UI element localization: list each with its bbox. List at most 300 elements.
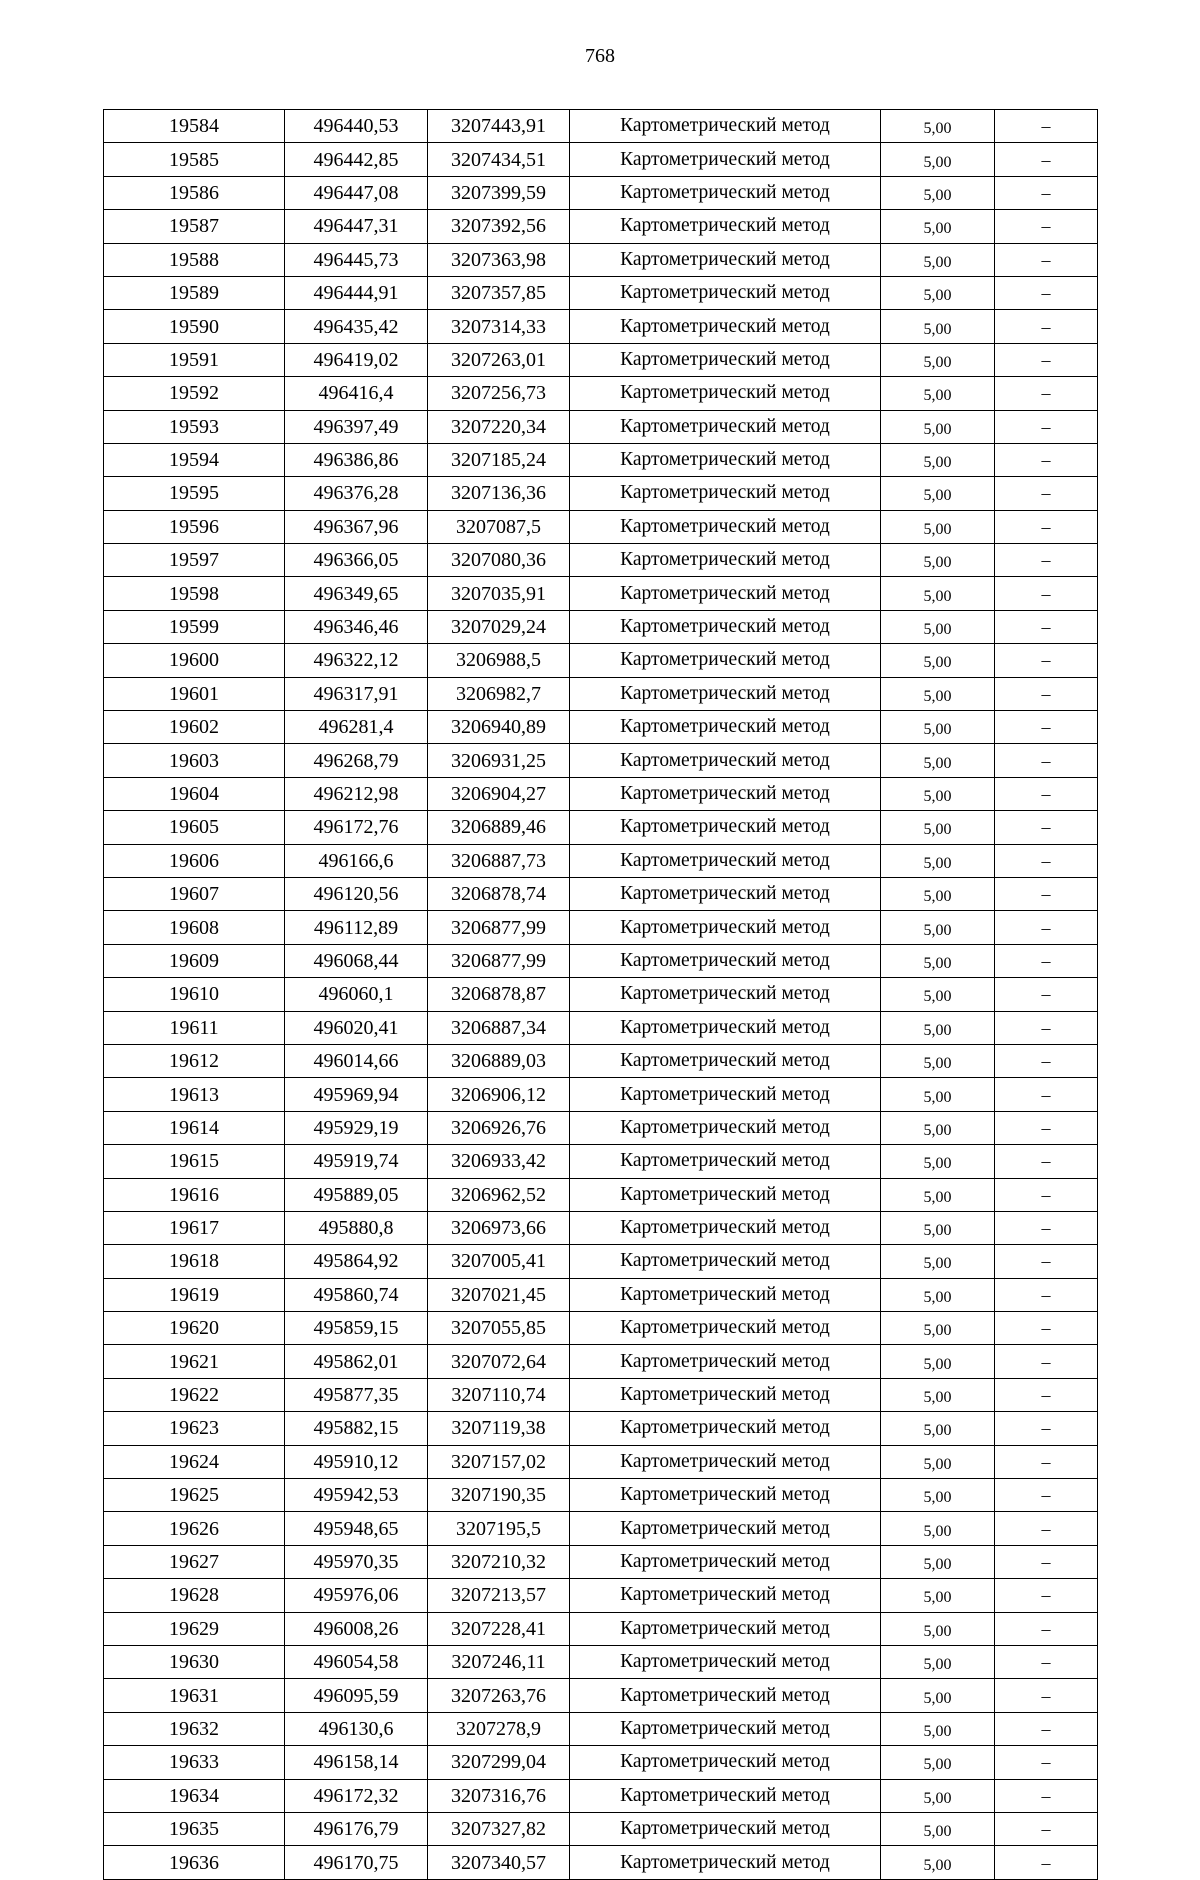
note-cell: – — [995, 1044, 1098, 1077]
error-cell: 5,00 — [881, 276, 995, 309]
table-row — [104, 1278, 1098, 1311]
method-cell: Картометрический метод — [570, 978, 881, 1011]
x-coordinate-cell: 495889,05 — [285, 1178, 428, 1211]
note-cell: – — [995, 1211, 1098, 1244]
point-number-cell: 19589 — [104, 276, 285, 309]
y-coordinate-cell: 3207072,64 — [428, 1345, 570, 1378]
note-cell: – — [995, 1412, 1098, 1445]
note-cell: – — [995, 1278, 1098, 1311]
note-cell: – — [995, 1178, 1098, 1211]
error-cell: 5,00 — [881, 343, 995, 376]
table-row — [104, 978, 1098, 1011]
table-row — [104, 110, 1098, 143]
error-cell: 5,00 — [881, 443, 995, 476]
x-coordinate-cell: 496158,14 — [285, 1746, 428, 1779]
y-coordinate-cell: 3207195,5 — [428, 1512, 570, 1545]
y-coordinate-cell: 3206906,12 — [428, 1078, 570, 1111]
error-cell: 5,00 — [881, 510, 995, 543]
method-cell: Картометрический метод — [570, 1445, 881, 1478]
x-coordinate-cell: 496447,31 — [285, 210, 428, 243]
note-cell: – — [995, 1712, 1098, 1745]
x-coordinate-cell: 496386,86 — [285, 443, 428, 476]
table-row — [104, 1779, 1098, 1812]
note-cell: – — [995, 577, 1098, 610]
x-coordinate-cell: 496317,91 — [285, 677, 428, 710]
y-coordinate-cell: 3206889,03 — [428, 1044, 570, 1077]
error-cell: 5,00 — [881, 1612, 995, 1645]
point-number-cell: 19616 — [104, 1178, 285, 1211]
x-coordinate-cell: 496060,1 — [285, 978, 428, 1011]
note-cell: – — [995, 911, 1098, 944]
y-coordinate-cell: 3206887,34 — [428, 1011, 570, 1044]
x-coordinate-cell: 496444,91 — [285, 276, 428, 309]
y-coordinate-cell: 3207029,24 — [428, 610, 570, 643]
y-coordinate-cell: 3206878,74 — [428, 877, 570, 910]
method-cell: Картометрический метод — [570, 1712, 881, 1745]
point-number-cell: 19612 — [104, 1044, 285, 1077]
x-coordinate-cell: 495976,06 — [285, 1579, 428, 1612]
method-cell: Картометрический метод — [570, 1011, 881, 1044]
y-coordinate-cell: 3206962,52 — [428, 1178, 570, 1211]
x-coordinate-cell: 495882,15 — [285, 1412, 428, 1445]
x-coordinate-cell: 495919,74 — [285, 1145, 428, 1178]
y-coordinate-cell: 3207220,34 — [428, 410, 570, 443]
table-row — [104, 343, 1098, 376]
note-cell: – — [995, 711, 1098, 744]
point-number-cell: 19628 — [104, 1579, 285, 1612]
x-coordinate-cell: 496054,58 — [285, 1645, 428, 1678]
x-coordinate-cell: 496366,05 — [285, 544, 428, 577]
note-cell: – — [995, 143, 1098, 176]
table-row — [104, 677, 1098, 710]
error-cell: 5,00 — [881, 610, 995, 643]
method-cell: Картометрический метод — [570, 1612, 881, 1645]
point-number-cell: 19608 — [104, 911, 285, 944]
point-number-cell: 19588 — [104, 243, 285, 276]
point-number-cell: 19598 — [104, 577, 285, 610]
error-cell: 5,00 — [881, 1746, 995, 1779]
method-cell: Картометрический метод — [570, 1211, 881, 1244]
y-coordinate-cell: 3206988,5 — [428, 644, 570, 677]
method-cell: Картометрический метод — [570, 677, 881, 710]
x-coordinate-cell: 496112,89 — [285, 911, 428, 944]
y-coordinate-cell: 3207299,04 — [428, 1746, 570, 1779]
note-cell: – — [995, 1746, 1098, 1779]
y-coordinate-cell: 3207399,59 — [428, 176, 570, 209]
x-coordinate-cell: 496349,65 — [285, 577, 428, 610]
point-number-cell: 19603 — [104, 744, 285, 777]
table-row — [104, 477, 1098, 510]
note-cell: – — [995, 544, 1098, 577]
note-cell: – — [995, 944, 1098, 977]
y-coordinate-cell: 3207110,74 — [428, 1378, 570, 1411]
table-row — [104, 1044, 1098, 1077]
error-cell: 5,00 — [881, 1812, 995, 1845]
point-number-cell: 19615 — [104, 1145, 285, 1178]
y-coordinate-cell: 3206877,99 — [428, 911, 570, 944]
table-row — [104, 1479, 1098, 1512]
note-cell: – — [995, 610, 1098, 643]
note-cell: – — [995, 877, 1098, 910]
table-row — [104, 1345, 1098, 1378]
x-coordinate-cell: 496442,85 — [285, 143, 428, 176]
error-cell: 5,00 — [881, 210, 995, 243]
y-coordinate-cell: 3207246,11 — [428, 1645, 570, 1678]
y-coordinate-cell: 3207443,91 — [428, 110, 570, 143]
x-coordinate-cell: 496130,6 — [285, 1712, 428, 1745]
y-coordinate-cell: 3207314,33 — [428, 310, 570, 343]
error-cell: 5,00 — [881, 944, 995, 977]
x-coordinate-cell: 496281,4 — [285, 711, 428, 744]
x-coordinate-cell: 495942,53 — [285, 1479, 428, 1512]
method-cell: Картометрический метод — [570, 176, 881, 209]
point-number-cell: 19610 — [104, 978, 285, 1011]
table-row — [104, 1078, 1098, 1111]
table-row — [104, 1746, 1098, 1779]
note-cell: – — [995, 410, 1098, 443]
method-cell: Картометрический метод — [570, 1078, 881, 1111]
method-cell: Картометрический метод — [570, 343, 881, 376]
table-row — [104, 844, 1098, 877]
y-coordinate-cell: 3207087,5 — [428, 510, 570, 543]
method-cell: Картометрический метод — [570, 944, 881, 977]
note-cell: – — [995, 1145, 1098, 1178]
table-row — [104, 610, 1098, 643]
coordinates-table-body — [104, 110, 1098, 1880]
method-cell: Картометрический метод — [570, 777, 881, 810]
table-row — [104, 1612, 1098, 1645]
error-cell: 5,00 — [881, 1479, 995, 1512]
y-coordinate-cell: 3207136,36 — [428, 477, 570, 510]
point-number-cell: 19630 — [104, 1645, 285, 1678]
note-cell: – — [995, 1078, 1098, 1111]
x-coordinate-cell: 496095,59 — [285, 1679, 428, 1712]
error-cell: 5,00 — [881, 176, 995, 209]
x-coordinate-cell: 495864,92 — [285, 1245, 428, 1278]
y-coordinate-cell: 3207185,24 — [428, 443, 570, 476]
point-number-cell: 19605 — [104, 811, 285, 844]
y-coordinate-cell: 3207340,57 — [428, 1846, 570, 1879]
y-coordinate-cell: 3207157,02 — [428, 1445, 570, 1478]
x-coordinate-cell: 496176,79 — [285, 1812, 428, 1845]
table-row — [104, 243, 1098, 276]
table-row — [104, 143, 1098, 176]
error-cell: 5,00 — [881, 1779, 995, 1812]
table-row — [104, 1378, 1098, 1411]
point-number-cell: 19636 — [104, 1846, 285, 1879]
x-coordinate-cell: 495929,19 — [285, 1111, 428, 1144]
table-row — [104, 310, 1098, 343]
x-coordinate-cell: 495910,12 — [285, 1445, 428, 1478]
point-number-cell: 19629 — [104, 1612, 285, 1645]
page-number: 768 — [585, 45, 615, 67]
point-number-cell: 19617 — [104, 1211, 285, 1244]
y-coordinate-cell: 3206982,7 — [428, 677, 570, 710]
table-row — [104, 510, 1098, 543]
note-cell: – — [995, 110, 1098, 143]
x-coordinate-cell: 496068,44 — [285, 944, 428, 977]
note-cell: – — [995, 1245, 1098, 1278]
method-cell: Картометрический метод — [570, 1779, 881, 1812]
table-row — [104, 1679, 1098, 1712]
note-cell: – — [995, 811, 1098, 844]
note-cell: – — [995, 510, 1098, 543]
y-coordinate-cell: 3207263,01 — [428, 343, 570, 376]
method-cell: Картометрический метод — [570, 711, 881, 744]
y-coordinate-cell: 3207080,36 — [428, 544, 570, 577]
table-row — [104, 1445, 1098, 1478]
x-coordinate-cell: 496346,46 — [285, 610, 428, 643]
note-cell: – — [995, 210, 1098, 243]
table-row — [104, 1011, 1098, 1044]
table-row — [104, 711, 1098, 744]
method-cell: Картометрический метод — [570, 1245, 881, 1278]
y-coordinate-cell: 3207316,76 — [428, 1779, 570, 1812]
note-cell: – — [995, 1579, 1098, 1612]
method-cell: Картометрический метод — [570, 510, 881, 543]
x-coordinate-cell: 496440,53 — [285, 110, 428, 143]
table-row — [104, 644, 1098, 677]
table-row — [104, 176, 1098, 209]
note-cell: – — [995, 1011, 1098, 1044]
point-number-cell: 19613 — [104, 1078, 285, 1111]
error-cell: 5,00 — [881, 1645, 995, 1678]
note-cell: – — [995, 744, 1098, 777]
x-coordinate-cell: 495860,74 — [285, 1278, 428, 1311]
error-cell: 5,00 — [881, 677, 995, 710]
error-cell: 5,00 — [881, 1512, 995, 1545]
point-number-cell: 19633 — [104, 1746, 285, 1779]
error-cell: 5,00 — [881, 1044, 995, 1077]
point-number-cell: 19592 — [104, 377, 285, 410]
note-cell: – — [995, 1779, 1098, 1812]
note-cell: – — [995, 443, 1098, 476]
method-cell: Картометрический метод — [570, 1679, 881, 1712]
y-coordinate-cell: 3207005,41 — [428, 1245, 570, 1278]
method-cell: Картометрический метод — [570, 143, 881, 176]
point-number-cell: 19614 — [104, 1111, 285, 1144]
table-row — [104, 1211, 1098, 1244]
note-cell: – — [995, 343, 1098, 376]
x-coordinate-cell: 496419,02 — [285, 343, 428, 376]
method-cell: Картометрический метод — [570, 811, 881, 844]
y-coordinate-cell: 3206889,46 — [428, 811, 570, 844]
x-coordinate-cell: 495948,65 — [285, 1512, 428, 1545]
table-row — [104, 1645, 1098, 1678]
note-cell: – — [995, 1612, 1098, 1645]
y-coordinate-cell: 3207327,82 — [428, 1812, 570, 1845]
y-coordinate-cell: 3207119,38 — [428, 1412, 570, 1445]
point-number-cell: 19625 — [104, 1479, 285, 1512]
error-cell: 5,00 — [881, 477, 995, 510]
y-coordinate-cell: 3207035,91 — [428, 577, 570, 610]
y-coordinate-cell: 3207392,56 — [428, 210, 570, 243]
error-cell: 5,00 — [881, 1178, 995, 1211]
y-coordinate-cell: 3206973,66 — [428, 1211, 570, 1244]
method-cell: Картометрический метод — [570, 1645, 881, 1678]
method-cell: Картометрический метод — [570, 443, 881, 476]
method-cell: Картометрический метод — [570, 911, 881, 944]
point-number-cell: 19611 — [104, 1011, 285, 1044]
y-coordinate-cell: 3207210,32 — [428, 1545, 570, 1578]
point-number-cell: 19627 — [104, 1545, 285, 1578]
error-cell: 5,00 — [881, 978, 995, 1011]
error-cell: 5,00 — [881, 1445, 995, 1478]
method-cell: Картометрический метод — [570, 844, 881, 877]
note-cell: – — [995, 777, 1098, 810]
method-cell: Картометрический метод — [570, 1044, 881, 1077]
error-cell: 5,00 — [881, 711, 995, 744]
x-coordinate-cell: 495877,35 — [285, 1378, 428, 1411]
table-row — [104, 1178, 1098, 1211]
error-cell: 5,00 — [881, 811, 995, 844]
x-coordinate-cell: 495970,35 — [285, 1545, 428, 1578]
error-cell: 5,00 — [881, 1245, 995, 1278]
error-cell: 5,00 — [881, 110, 995, 143]
error-cell: 5,00 — [881, 777, 995, 810]
point-number-cell: 19618 — [104, 1245, 285, 1278]
x-coordinate-cell: 495859,15 — [285, 1312, 428, 1345]
method-cell: Картометрический метод — [570, 243, 881, 276]
x-coordinate-cell: 496014,66 — [285, 1044, 428, 1077]
table-row — [104, 443, 1098, 476]
table-row — [104, 1579, 1098, 1612]
note-cell: – — [995, 1545, 1098, 1578]
error-cell: 5,00 — [881, 377, 995, 410]
note-cell: – — [995, 477, 1098, 510]
point-number-cell: 19584 — [104, 110, 285, 143]
x-coordinate-cell: 496170,75 — [285, 1846, 428, 1879]
method-cell: Картометрический метод — [570, 544, 881, 577]
table-row — [104, 1812, 1098, 1845]
table-row — [104, 544, 1098, 577]
y-coordinate-cell: 3207278,9 — [428, 1712, 570, 1745]
x-coordinate-cell: 496166,6 — [285, 844, 428, 877]
note-cell: – — [995, 1679, 1098, 1712]
note-cell: – — [995, 1312, 1098, 1345]
method-cell: Картометрический метод — [570, 1278, 881, 1311]
error-cell: 5,00 — [881, 1145, 995, 1178]
note-cell: – — [995, 644, 1098, 677]
note-cell: – — [995, 377, 1098, 410]
y-coordinate-cell: 3206933,42 — [428, 1145, 570, 1178]
note-cell: – — [995, 677, 1098, 710]
table-row — [104, 1245, 1098, 1278]
x-coordinate-cell: 496445,73 — [285, 243, 428, 276]
method-cell: Картометрический метод — [570, 110, 881, 143]
note-cell: – — [995, 1345, 1098, 1378]
point-number-cell: 19593 — [104, 410, 285, 443]
method-cell: Картометрический метод — [570, 577, 881, 610]
x-coordinate-cell: 496447,08 — [285, 176, 428, 209]
point-number-cell: 19595 — [104, 477, 285, 510]
method-cell: Картометрический метод — [570, 1512, 881, 1545]
x-coordinate-cell: 496367,96 — [285, 510, 428, 543]
table-row — [104, 210, 1098, 243]
method-cell: Картометрический метод — [570, 310, 881, 343]
error-cell: 5,00 — [881, 544, 995, 577]
note-cell: – — [995, 1378, 1098, 1411]
y-coordinate-cell: 3207357,85 — [428, 276, 570, 309]
y-coordinate-cell: 3207363,98 — [428, 243, 570, 276]
point-number-cell: 19602 — [104, 711, 285, 744]
x-coordinate-cell: 496172,76 — [285, 811, 428, 844]
error-cell: 5,00 — [881, 644, 995, 677]
table-row — [104, 911, 1098, 944]
x-coordinate-cell: 496435,42 — [285, 310, 428, 343]
error-cell: 5,00 — [881, 577, 995, 610]
method-cell: Картометрический метод — [570, 1746, 881, 1779]
table-row — [104, 1512, 1098, 1545]
y-coordinate-cell: 3207228,41 — [428, 1612, 570, 1645]
note-cell: – — [995, 243, 1098, 276]
table-row — [104, 1145, 1098, 1178]
method-cell: Картометрический метод — [570, 276, 881, 309]
error-cell: 5,00 — [881, 310, 995, 343]
note-cell: – — [995, 1111, 1098, 1144]
point-number-cell: 19586 — [104, 176, 285, 209]
error-cell: 5,00 — [881, 243, 995, 276]
table-row — [104, 1111, 1098, 1144]
method-cell: Картометрический метод — [570, 477, 881, 510]
point-number-cell: 19590 — [104, 310, 285, 343]
y-coordinate-cell: 3206926,76 — [428, 1111, 570, 1144]
method-cell: Картометрический метод — [570, 377, 881, 410]
point-number-cell: 19591 — [104, 343, 285, 376]
x-coordinate-cell: 495880,8 — [285, 1211, 428, 1244]
y-coordinate-cell: 3207434,51 — [428, 143, 570, 176]
error-cell: 5,00 — [881, 410, 995, 443]
point-number-cell: 19585 — [104, 143, 285, 176]
table-row — [104, 811, 1098, 844]
method-cell: Картометрический метод — [570, 1312, 881, 1345]
note-cell: – — [995, 1512, 1098, 1545]
point-number-cell: 19606 — [104, 844, 285, 877]
table-row — [104, 1545, 1098, 1578]
point-number-cell: 19635 — [104, 1812, 285, 1845]
x-coordinate-cell: 496376,28 — [285, 477, 428, 510]
note-cell: – — [995, 1479, 1098, 1512]
point-number-cell: 19620 — [104, 1312, 285, 1345]
point-number-cell: 19624 — [104, 1445, 285, 1478]
error-cell: 5,00 — [881, 877, 995, 910]
method-cell: Картометрический метод — [570, 1412, 881, 1445]
point-number-cell: 19631 — [104, 1679, 285, 1712]
point-number-cell: 19600 — [104, 644, 285, 677]
error-cell: 5,00 — [881, 1345, 995, 1378]
method-cell: Картометрический метод — [570, 210, 881, 243]
point-number-cell: 19604 — [104, 777, 285, 810]
table-row — [104, 410, 1098, 443]
error-cell: 5,00 — [881, 1712, 995, 1745]
point-number-cell: 19632 — [104, 1712, 285, 1745]
error-cell: 5,00 — [881, 1078, 995, 1111]
point-number-cell: 19626 — [104, 1512, 285, 1545]
y-coordinate-cell: 3207263,76 — [428, 1679, 570, 1712]
y-coordinate-cell: 3206940,89 — [428, 711, 570, 744]
coordinates-table — [103, 109, 1098, 1880]
y-coordinate-cell: 3207055,85 — [428, 1312, 570, 1345]
method-cell: Картометрический метод — [570, 410, 881, 443]
error-cell: 5,00 — [881, 1111, 995, 1144]
error-cell: 5,00 — [881, 143, 995, 176]
y-coordinate-cell: 3207213,57 — [428, 1579, 570, 1612]
method-cell: Картометрический метод — [570, 1479, 881, 1512]
note-cell: – — [995, 1846, 1098, 1879]
y-coordinate-cell: 3206878,87 — [428, 978, 570, 1011]
table-row — [104, 777, 1098, 810]
method-cell: Картометрический метод — [570, 1345, 881, 1378]
